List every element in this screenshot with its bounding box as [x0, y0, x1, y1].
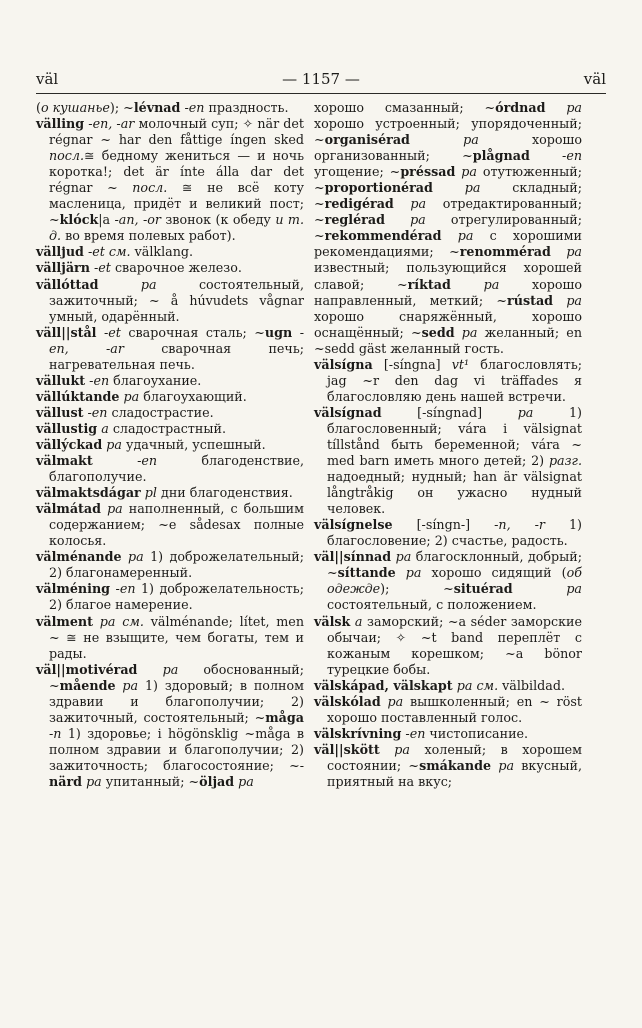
dictionary-entry: välljärn -et сварочное железо.: [36, 260, 242, 276]
dictionary-entry: välménande pa 1) доброжелательный; 2) благонамеренный.: [36, 549, 304, 581]
dictionary-entry: vällukt -en благоухание.: [36, 372, 202, 388]
dictionary-entry: välsk a заморский; ~a séder заморские обычаи; ✧ ~t band переплёт с кожаным корешком; ~a bönor турецкие бобы.: [314, 613, 582, 677]
dictionary-entry: väl||motivérad pa обоснованный; ~mående pa 1) здоровый; в полном здравии и благополучии; 2) зажиточный, состоятельный; ~måga -n 1) здоровье; i högönsklig ~måga в полном здравии и благополучии; 2) зажиточность; благосостояние; ~-närd pa упитанный; ~öljad pa: [36, 661, 304, 789]
dictionary-entry: välskápad, välskapt pa см. välbildad.: [314, 677, 566, 693]
dictionary-entry: välsígna [-síngna] vt¹ благословлять; jag ~r den dag vi träffades я благословляю день нашей встречи.: [314, 356, 582, 404]
dictionary-entry: (о кушанье); ~lévnad -en праздность.: [36, 100, 289, 115]
dictionary-entry: vällúktande pa благоухающий.: [36, 388, 247, 404]
dictionary-entry: välmátad pa наполненный, с большим содержанием; ~e sådesax полные колосья.: [36, 501, 304, 549]
dictionary-entry: väl||sínnad pa благосклонный, добрый; ~síttande pa хорошо сидящий (об одежде); ~situérad pa состоятельный, с положением.: [314, 549, 582, 613]
dictionary-entry: välmakt -en благоденствие, благополучие.: [36, 453, 304, 485]
right-column: [314, 100, 582, 790]
page-number: — 1157 —: [282, 70, 360, 88]
dictionary-entry: vällust -en сладострастие.: [36, 404, 214, 420]
dictionary-entry: välskólad pa вышколенный; en ~ röst хорошо поставленный голос.: [314, 693, 582, 725]
header-right-guideword: väl: [583, 70, 606, 88]
dictionary-entry: välling -en, -ar молочный суп; ✧ när det régnar ~ har den fåttige íngen sked посл.≅ бедному жениться — и ночь коротка!; det är ínte álla dar det régnar ~ посл. ≅ не всё коту масленица, придёт и великий пост; ~klóck|a -an, -or звонок (к обеду и т. д. во время полевых работ).: [36, 116, 304, 244]
dictionary-entry: vällustig a сладострастный.: [36, 420, 226, 436]
dictionary-entry: väll||stål -et сварочная сталь; ~ugn -en, -ar сварочная печь; нагревательная печь.: [36, 324, 304, 372]
dictionary-entry: välment pa см. välménande; lítet, men ~ ≅ не взыщите, чем богаты, тем и рады.: [36, 613, 304, 661]
dictionary-entry: väl||skött pa холеный; в хорошем состоянии; ~smákande pa вкусный, приятный на вкус;: [314, 741, 582, 789]
dictionary-entry: vällјud -et см. välklang.: [36, 244, 194, 260]
dictionary-entry: vällýckad pa удачный, успешный.: [36, 436, 266, 452]
header-left-guideword: väl: [36, 70, 59, 88]
dictionary-entry: vällóttad pa состоятельный, зажиточный; ~ å húvudets vågnar умный, одарённый.: [36, 276, 304, 324]
dictionary-entry: välsígnad [-síngnad] pa 1) благословенный; vára i välsignat tíllstånd быть беременной; vára ~ med barn иметь много детей; 2) разг. надоедный; нудный; han är välsignat långtråkig он ужасно нудный человек.: [314, 404, 582, 517]
dictionary-entry: хорошо смазанный; ~órdnad pa хорошо устроенный; упорядоченный; ~organisérad pa хорошо организованный; ~plågnad -en угощение; ~préssad pa отутюженный; ~proportionérad pa складный; ~redigérad pa отредактированный; ~reglérad pa отрегулированный; ~rekommendérad pa с хорошими рекомендациями; ~renommérad pa известный; пользующийся хорошей славой; ~ríktad pa хорошо направленный, меткий; ~rústad pa хорошо снаряжённый, хорошо оснащённый; ~sedd pa желанный; en ~sedd gäst желанный гость.: [314, 100, 582, 356]
header-rule: [36, 93, 606, 94]
left-column: [36, 100, 304, 790]
page-header: [36, 70, 606, 92]
dictionary-entry: välsígnelse [-síngn-] -n, -r 1) благословение; 2) счастье, радость.: [314, 517, 582, 549]
dictionary-entry: välméning -en 1) доброжелательность; 2) благое намерение.: [36, 581, 304, 613]
dictionary-entry: välskrívning -en чистописание.: [314, 725, 529, 741]
dictionary-entry: välmaktsdágar pl дни благоденствия.: [36, 485, 293, 501]
